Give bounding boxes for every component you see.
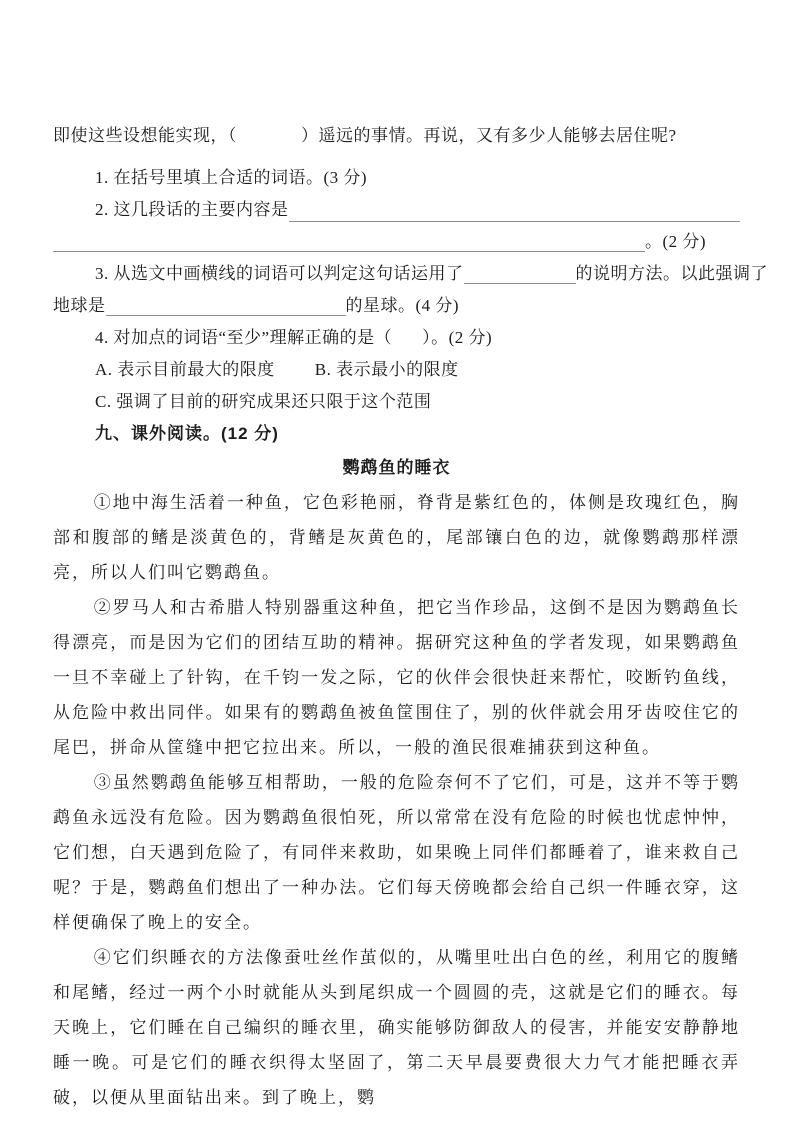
question-1-text: 1. 在括号里填上合适的词语。(3 分): [95, 168, 368, 187]
question-section: [53, 120, 768, 450]
passage-tail-line: [53, 120, 740, 152]
option-a: A. 表示目前最大的限度: [95, 360, 275, 379]
options-a-b-line: [53, 354, 740, 386]
question-3-text-pre: 3. 从选文中画横线的词语可以判定这句话运用了: [95, 264, 464, 283]
question-3-text-mid: 的说明方法。以此强调了: [575, 264, 768, 283]
reading-paragraph-3: ③虽然鹦鹉鱼能够互相帮助，一般的危险奈何不了它们，可是，这并不等于鹦鹉鱼永远没有危险。因为鹦鹉鱼很怕死，所以常常在没有危险的时候也忧虑忡忡，它们想，白天遇到危险了，有同伴来救助，如果晚上同伴们都睡着了，谁来救自己呢？于是，鹦鹉鱼们想出了一种办法。它们每天傍晚都会给自己织一件睡衣穿，这样便确保了晚上的安全。: [53, 773, 740, 932]
question-3-answer-blank-1: [464, 264, 576, 284]
option-b: B. 表示最小的限度: [314, 360, 459, 379]
question-3-line-2: [53, 290, 740, 322]
question-3-answer-blank-2: [106, 296, 346, 316]
question-3-text-line2: 地球是: [53, 296, 106, 315]
question-2-points: 。(2 分): [645, 232, 707, 251]
reading-paragraph-4: ④它们织睡衣的方法像蚕吐丝作茧似的，从嘴里吐出白色的丝，利用它的腹鳍和尾鳍，经过一两个小时就能从头到尾织成一个圆圆的壳，这就是它们的睡衣。每天晚上，它们睡在自己编织的睡衣里，确实能够防御敌人的侵害，并能安安静静地睡一晚。可是它们的睡衣织得太坚固了，第二天早晨要费很大力气才能把睡衣弄破，以便从里面钻出来。到了晚上，鹦: [53, 948, 740, 1107]
passage-tail-post: ）遥远的事情。再说，又有多少人能够去居住呢?: [301, 126, 677, 145]
passage-tail-pre: 即使这些设想能实现，（: [53, 126, 237, 145]
reading-passage: [53, 450, 740, 1115]
option-c: C. 强调了目前的研究成果还只限于这个范围: [95, 392, 432, 411]
question-2-answer-blank-2: [53, 232, 645, 252]
reading-paragraph-2: ②罗马人和古希腊人特别器重这种鱼，把它当作珍品，这倒不是因为鹦鹉鱼长得漂亮，而是因为它们的团结互助的精神。据研究这种鱼的学者发现，如果鹦鹉鱼一旦不幸碰上了针钩，在千钧一发之际，它的伙伴会很快赶来帮忙，咬断钓鱼线，从危险中救出同伴。如果有的鹦鹉鱼被鱼筐围住了，别的伙伴就会用牙齿咬住它的尾巴，拼命从筐缝中把它拉出来。所以，一般的渔民很难捕获到这种鱼。: [53, 598, 740, 757]
question-2-line-2: [53, 226, 740, 258]
question-3-line-1: [53, 258, 768, 290]
question-2-line-1: [53, 194, 740, 226]
question-4-text-pre: 4. 对加点的词语“至少”理解正确的是（: [95, 328, 393, 347]
question-4: [53, 322, 740, 354]
reading-title: 鹦鹉鱼的睡衣: [342, 458, 451, 477]
question-3-points: 的星球。(4 分): [345, 296, 460, 315]
page-content: [53, 120, 768, 1115]
question-1: [53, 162, 740, 194]
question-4-text-post: ）。(2 分): [422, 328, 493, 347]
question-2-text: 2. 这几段话的主要内容是: [95, 200, 289, 219]
reading-paragraph-1: ①地中海生活着一种鱼，它色彩艳丽，脊背是紫红色的，体侧是玫瑰红色，胸部和腹部的鳍是淡黄色的，背鳍是灰黄色的，尾部镶白色的边，就像鹦鹉那样漂亮，所以人们叫它鹦鹉鱼。: [53, 493, 740, 582]
section-heading: [53, 418, 740, 450]
section-heading-text: 九、课外阅读。(12 分): [95, 424, 279, 443]
option-c-line: [53, 386, 740, 418]
question-2-answer-blank-1: [289, 202, 741, 222]
